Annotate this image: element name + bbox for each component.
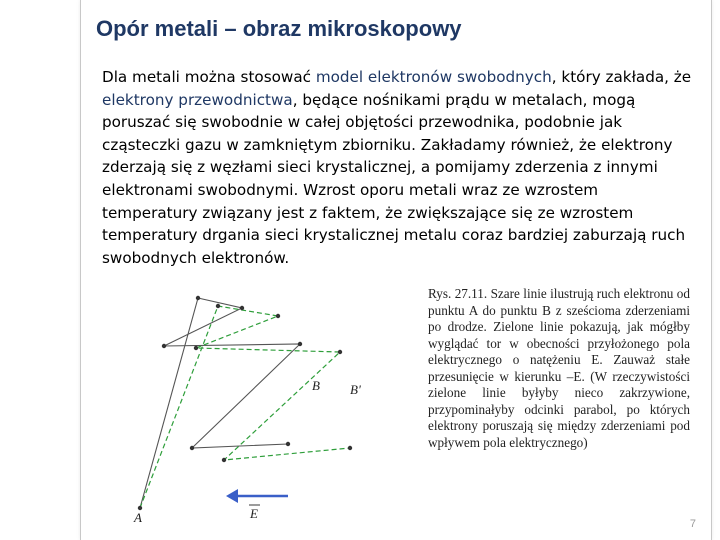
label-A: A [134,510,142,525]
label-E: E [250,506,258,521]
green-electron-path [140,306,350,508]
electron-path-figure [128,286,428,526]
term-free-electron-model: model elektronów swobodnych [315,68,552,86]
label-B-prime: B' [350,382,361,397]
body-paragraph [102,66,697,269]
term-conduction-electrons: elektrony przewodnictwa [102,90,293,109]
paragraph-text-3: , będące nośnikami prądu w metalach, mogą poruszać się swobodnie w całej objętości przewodnika, podobnie jak cząsteczki gazu w zamkniętym zbiorniku. Zakładamy również, że elektrony zderzają się z węzłami sieci krystalicznej, a pomijamy zderzenia z innymi elektronami swobodnymi. Wzrost oporu metali wraz ze wzrostem temperatury związany jest z faktem, że zwiększające się ze wzrostem temperatury drgania sieci krystalicznej metalu coraz bardziej zaburzają ruch swobodnych elektronów. [102,90,686,267]
slide-title: Opór metali – obraz mikroskopowy [96,16,462,41]
paragraph-text-2: , który zakłada, że [551,68,692,86]
label-B: B [312,378,320,393]
paragraph-text-1: Dla metali można stosować [102,68,316,86]
figure-caption: Rys. 27.11. Szare linie ilustrują ruch elektronu od punktu A do punktu B z sześcioma zderzeniami po drodze. Zielone linie pokazują, jak mógłby wyglądać tor w obecności przyłożonego pola elektrycznego o natężeniu E. Zauważ stałe przesunięcie w kierunku –E. (W rzeczywistości zielone linie byłyby nieco zakrzywione, przypominałyby odcinki parabol, po których elektrony poruszają się między zderzeniami pod wpływem pola elektrycznego) [428,286,690,450]
collision-points [138,296,352,510]
page-number: 7 [689,518,696,530]
gray-electron-path [140,298,300,508]
electric-field-arrow-icon [226,489,288,503]
